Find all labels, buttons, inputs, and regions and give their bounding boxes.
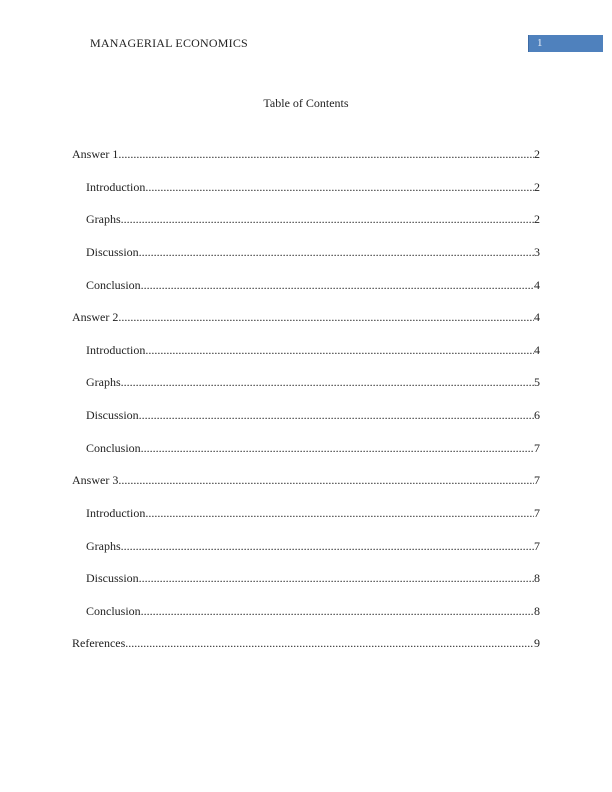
toc-entry[interactable] (72, 343, 540, 376)
toc-entry-page: 7 (534, 505, 540, 520)
toc-entry-page: 7 (534, 473, 540, 488)
toc-title: Table of Contents (263, 96, 349, 110)
toc-entry-label: Discussion (86, 408, 139, 422)
page-number-badge (528, 35, 603, 52)
toc-entry[interactable] (72, 571, 540, 604)
toc-entry-page: 3 (534, 244, 540, 259)
toc-entry-page: 2 (534, 147, 540, 161)
toc-entry-label: Introduction (86, 505, 146, 520)
toc-entry-page: 2 (534, 179, 540, 194)
toc-entry-label: Answer 2 (72, 310, 119, 325)
toc-entry-label: Conclusion (86, 603, 141, 618)
toc-entry[interactable] (72, 180, 540, 213)
toc-entry[interactable] (72, 506, 540, 539)
toc-dot-leader (118, 473, 534, 487)
toc-entry[interactable] (72, 473, 540, 506)
toc-entry[interactable] (72, 539, 540, 572)
toc-entry-label: Introduction (86, 179, 146, 194)
toc-entry-label: Answer 1 (72, 147, 119, 161)
toc-entry-label: Conclusion (86, 440, 141, 455)
toc-entry-page: 8 (534, 603, 540, 618)
toc-entry-page: 5 (534, 375, 540, 390)
toc-dot-leader (118, 147, 534, 161)
toc-dot-leader (139, 245, 534, 259)
toc-entry-label: Answer 3 (72, 473, 119, 488)
running-header-title: MANAGERIAL ECONOMICS (90, 36, 248, 50)
toc-entry[interactable] (72, 441, 540, 474)
toc-dot-leader (139, 408, 534, 422)
toc-entry[interactable] (72, 147, 540, 180)
toc-entry-label: Conclusion (86, 277, 141, 292)
toc-entry[interactable] (72, 212, 540, 245)
toc-list (72, 147, 540, 669)
page-number: 1 (537, 37, 543, 49)
toc-entry-label: Graphs (86, 212, 121, 227)
toc-entry[interactable] (72, 604, 540, 637)
toc-entry-label: Graphs (86, 375, 121, 390)
toc-entry[interactable] (72, 310, 540, 343)
toc-dot-leader (121, 212, 534, 226)
toc-entry-page: 7 (534, 440, 540, 455)
toc-entry-page: 7 (534, 538, 540, 553)
toc-entry-page: 2 (534, 212, 540, 227)
toc-entry-page: 4 (534, 342, 540, 357)
toc-entry-label: Discussion (86, 571, 139, 586)
toc-dot-leader (141, 604, 534, 618)
toc-entry[interactable] (72, 278, 540, 311)
toc-dot-leader (121, 375, 534, 389)
toc-dot-leader (141, 441, 534, 455)
toc-entry[interactable] (72, 408, 540, 441)
toc-dot-leader (139, 571, 534, 585)
toc-entry-label: Discussion (86, 244, 139, 259)
toc-entry-label: Graphs (86, 538, 121, 553)
toc-dot-leader (145, 506, 534, 520)
toc-dot-leader (125, 636, 534, 650)
toc-entry-page: 8 (534, 571, 540, 586)
toc-entry-page: 9 (534, 636, 540, 651)
toc-entry-page: 4 (534, 277, 540, 292)
toc-entry[interactable] (72, 636, 540, 669)
toc-dot-leader (145, 343, 534, 357)
toc-dot-leader (141, 278, 534, 292)
toc-entry-page: 6 (534, 408, 540, 422)
toc-entry-label: References (72, 636, 126, 651)
toc-entry-page: 4 (534, 310, 540, 325)
toc-entry[interactable] (72, 375, 540, 408)
toc-dot-leader (118, 310, 534, 324)
toc-dot-leader (145, 180, 534, 194)
toc-entry-label: Introduction (86, 342, 146, 357)
toc-entry[interactable] (72, 245, 540, 278)
toc-dot-leader (121, 539, 534, 553)
